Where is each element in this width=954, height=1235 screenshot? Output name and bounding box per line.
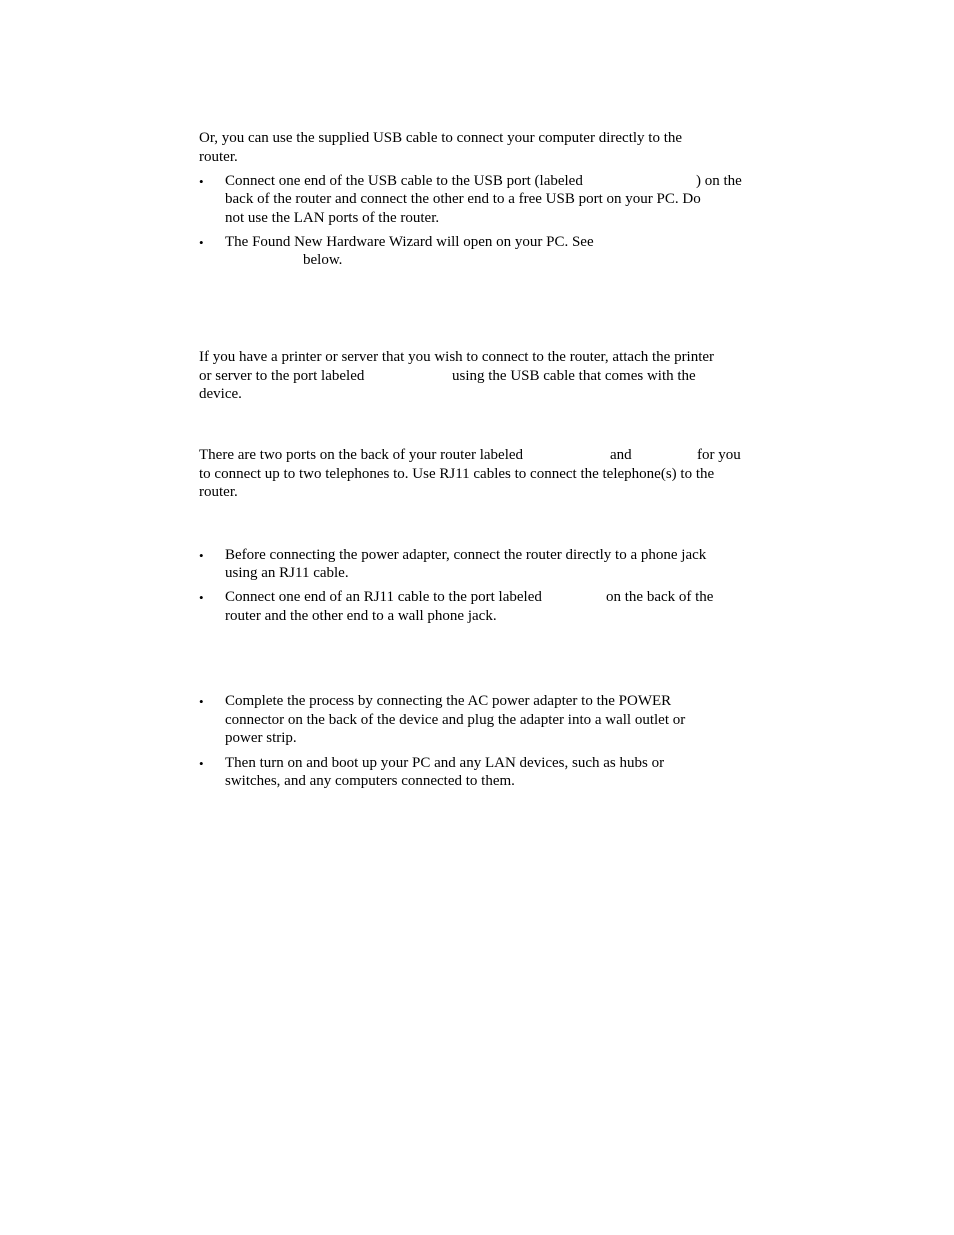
phone-line-1c: for you: [697, 447, 741, 463]
usb-intro-line-1: Or, you can use the supplied USB cable to connect your computer directly to the: [199, 130, 683, 146]
power-bullet-1-line-3: power strip.: [225, 730, 297, 746]
usb-bullet-1-line-1b: ) on the: [696, 173, 742, 189]
bullet: •: [199, 548, 204, 563]
phone-line-1b: and: [610, 447, 632, 463]
bullet: •: [199, 756, 204, 771]
power-bullet-1-line-2: connector on the back of the device and plug the adapter into a wall outlet or: [225, 712, 686, 728]
line-bullet-2-line-2: router and the other end to a wall phone jack.: [225, 608, 497, 624]
printer-line-3: device.: [199, 386, 242, 402]
power-bullet-1-line-1: Complete the process by connecting the AC power adapter to the POWER: [225, 693, 672, 709]
line-bullet-2-line-1b: on the back of the: [606, 589, 714, 605]
usb-bullet-1-line-2: back of the router and connect the other end to a free USB port on your PC. Do: [225, 191, 701, 207]
bullet: •: [199, 590, 204, 605]
line-bullet-1-line-1: Before connecting the power adapter, connect the router directly to a phone jack: [225, 547, 707, 563]
phone-line-1a: There are two ports on the back of your router labeled: [199, 447, 524, 463]
usb-bullet-2-line-1: The Found New Hardware Wizard will open on your PC. See: [225, 234, 594, 250]
printer-line-2b: using the USB cable that comes with the: [452, 368, 696, 384]
usb-bullet-2-line-2: below.: [303, 252, 343, 268]
bullet: •: [199, 235, 204, 250]
printer-line-2a: or server to the port labeled: [199, 368, 365, 384]
usb-bullet-1-line-1a: Connect one end of the USB cable to the USB port (labeled: [225, 173, 583, 189]
bullet: •: [199, 174, 204, 189]
power-bullet-2-line-1: Then turn on and boot up your PC and any LAN devices, such as hubs or: [225, 755, 665, 771]
printer-line-1: If you have a printer or server that you wish to connect to the router, attach the printer: [199, 349, 715, 365]
bullet: •: [199, 694, 204, 709]
phone-line-3: router.: [199, 484, 238, 500]
line-bullet-1-line-2: using an RJ11 cable.: [225, 565, 349, 581]
usb-bullet-1-line-3: not use the LAN ports of the router.: [225, 210, 440, 226]
power-bullet-2-line-2: switches, and any computers connected to them.: [225, 773, 515, 789]
phone-line-2: to connect up to two telephones to. Use RJ11 cables to connect the telephone(s) to the: [199, 466, 715, 482]
usb-intro-line-2: router.: [199, 149, 238, 165]
line-bullet-2-line-1a: Connect one end of an RJ11 cable to the port labeled: [225, 589, 542, 605]
